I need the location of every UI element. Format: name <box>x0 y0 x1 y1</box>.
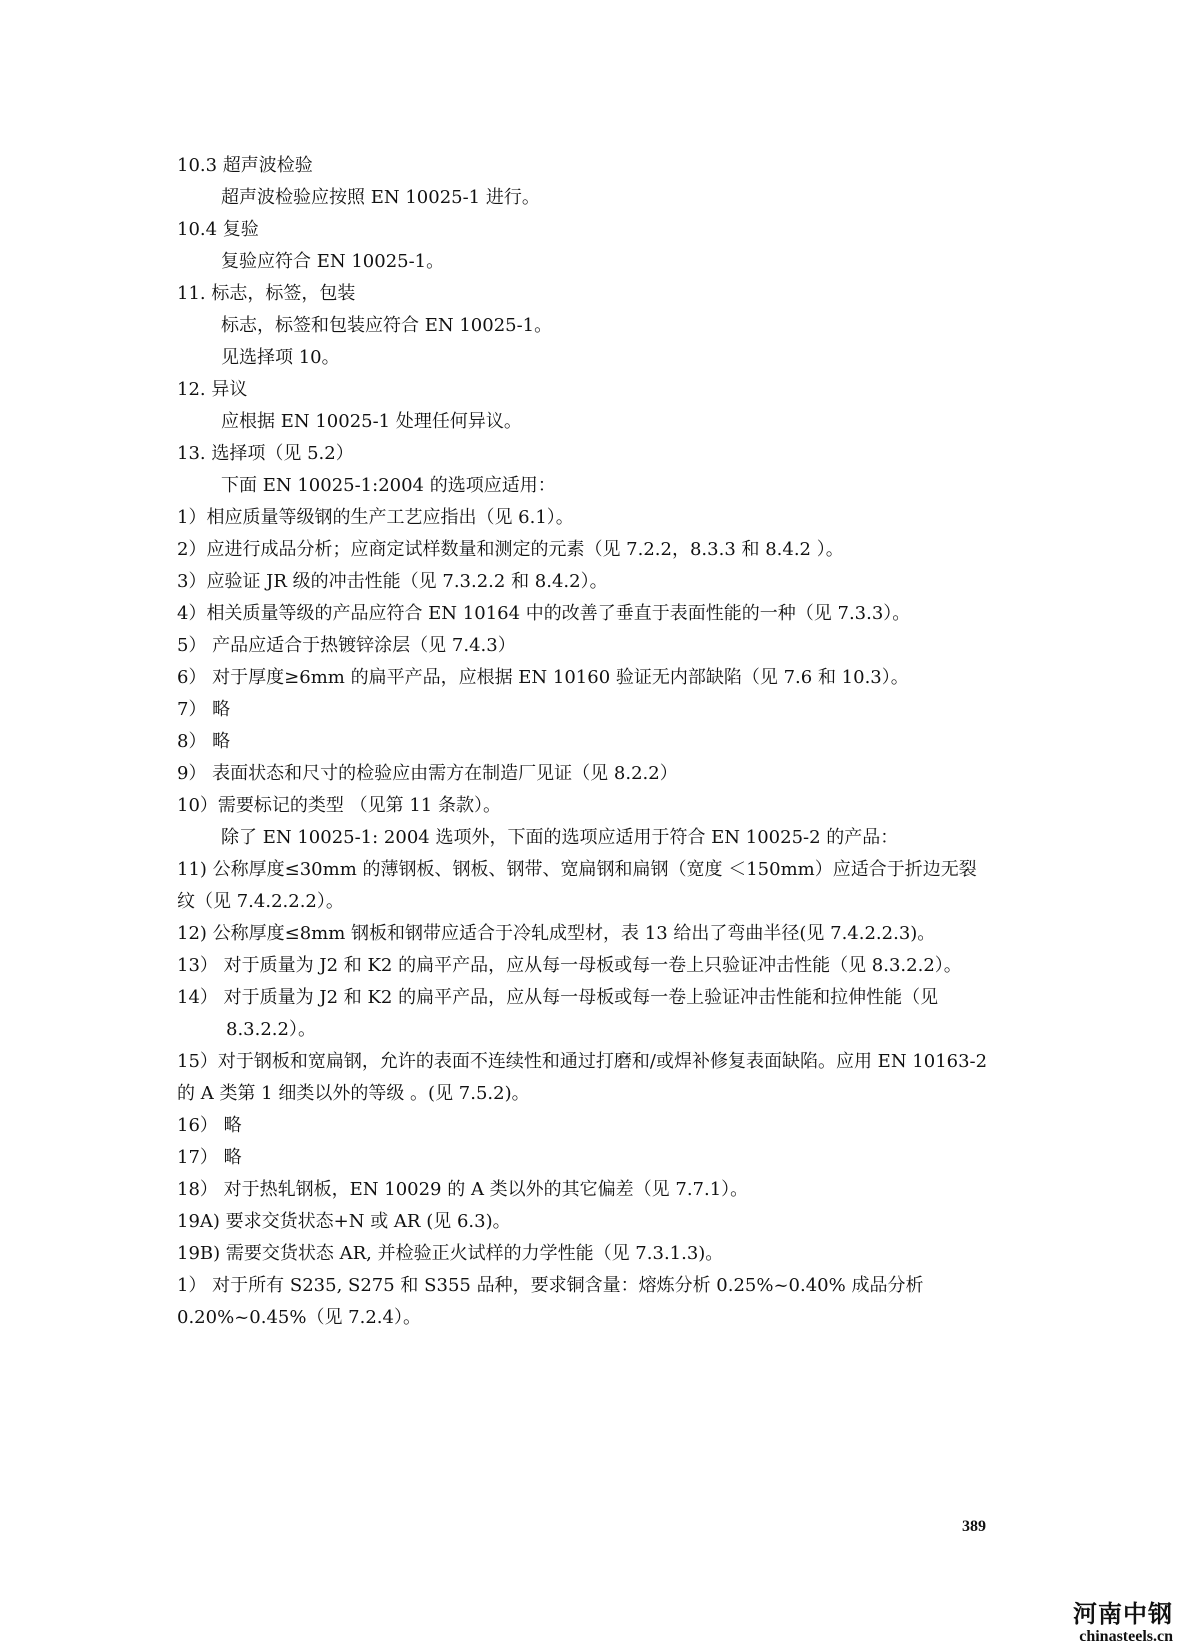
text-line: 13） 对于质量为 J2 和 K2 的扁平产品，应从每一母板或每一卷上只验证冲击性能（见 8.3.2.2）。 <box>177 955 962 976</box>
text-line: 7） 略 <box>177 699 231 720</box>
text-line: 复验应符合 EN 10025-1。 <box>221 251 445 272</box>
text-line: 12. 异议 <box>177 379 248 400</box>
text-line: 超声波检验应按照 EN 10025-1 进行。 <box>221 187 540 208</box>
text-line: 1）相应质量等级钢的生产工艺应指出（见 6.1）。 <box>177 507 574 528</box>
text-line: 9） 表面状态和尺寸的检验应由需方在制造厂见证（见 8.2.2） <box>177 763 678 784</box>
text-line: 5） 产品应适合于热镀锌涂层（见 7.4.3） <box>177 635 516 656</box>
text-line: 下面 EN 10025-1:2004 的选项应适用： <box>221 475 556 496</box>
text-line: 16） 略 <box>177 1115 242 1136</box>
watermark-chinese: 河南中钢 <box>1073 1600 1173 1628</box>
document-body <box>177 150 992 1334</box>
text-line: 10.4 复验 <box>177 219 259 240</box>
text-line: 除了 EN 10025-1: 2004 选项外，下面的选项应适用于符合 EN 10025-2 的产品： <box>221 827 899 848</box>
text-line: 11. 标志，标签，包装 <box>177 283 356 304</box>
text-line: 10）需要标记的类型 （见第 11 条款）。 <box>177 795 501 816</box>
text-line: 12) 公称厚度≤8mm 钢板和钢带应适合于冷轧成型材，表 13 给出了弯曲半径(见 7.4.2.2.3)。 <box>177 923 936 944</box>
text-line: 见选择项 10。 <box>221 347 340 368</box>
text-line: 6） 对于厚度≥6mm 的扁平产品，应根据 EN 10160 验证无内部缺陷（见 7.6 和 10.3）。 <box>177 667 909 688</box>
text-line: 15）对于钢板和宽扁钢，允许的表面不连续性和通过打磨和/或焊补修复表面缺陷。应用 EN 10163-2 的 A 类第 1 细类以外的等级 。(见 7.5.2)。 <box>177 1051 988 1104</box>
text-line: 18） 对于热轧钢板，EN 10029 的 A 类以外的其它偏差（见 7.7.1）。 <box>177 1179 749 1200</box>
text-line: 10.3 超声波检验 <box>177 155 313 176</box>
text-line: 14） 对于质量为 J2 和 K2 的扁平产品，应从每一母板或每一卷上验证冲击性能和拉伸性能（见 8.3.2.2）。 <box>177 987 939 1040</box>
watermark-url: chinasteels.cn <box>1079 1628 1173 1645</box>
text-line: 11) 公称厚度≤30mm 的薄钢板、钢板、钢带、宽扁钢和扁钢（宽度 ＜150mm）应适合于折边无裂纹（见 7.4.2.2.2）。 <box>177 859 977 912</box>
text-line: 1） 对于所有 S235, S275 和 S355 品种，要求铜含量：熔炼分析 0.25%~0.40% 成品分析 0.20%~0.45%（见 7.2.4）。 <box>177 1275 924 1328</box>
text-line: 19B) 需要交货状态 AR, 并检验正火试样的力学性能（见 7.3.1.3)。 <box>177 1243 724 1264</box>
text-line: 13. 选择项（见 5.2） <box>177 443 354 464</box>
watermark-logo <box>1043 1600 1173 1646</box>
text-line: 4）相关质量等级的产品应符合 EN 10164 中的改善了垂直于表面性能的一种（见 7.3.3）。 <box>177 603 911 624</box>
text-line: 8） 略 <box>177 731 231 752</box>
text-line: 应根据 EN 10025-1 处理任何异议。 <box>221 411 522 432</box>
text-line: 3）应验证 JR 级的冲击性能（见 7.3.2.2 和 8.4.2）。 <box>177 571 608 592</box>
text-line: 19A) 要求交货状态+N 或 AR (见 6.3)。 <box>177 1211 511 1232</box>
page-number: 389 <box>962 1518 986 1535</box>
text-line: 标志，标签和包装应符合 EN 10025-1。 <box>221 315 553 336</box>
text-line: 17） 略 <box>177 1147 242 1168</box>
text-line: 2）应进行成品分析；应商定试样数量和测定的元素（见 7.2.2，8.3.3 和 8.4.2 ）。 <box>177 539 844 560</box>
